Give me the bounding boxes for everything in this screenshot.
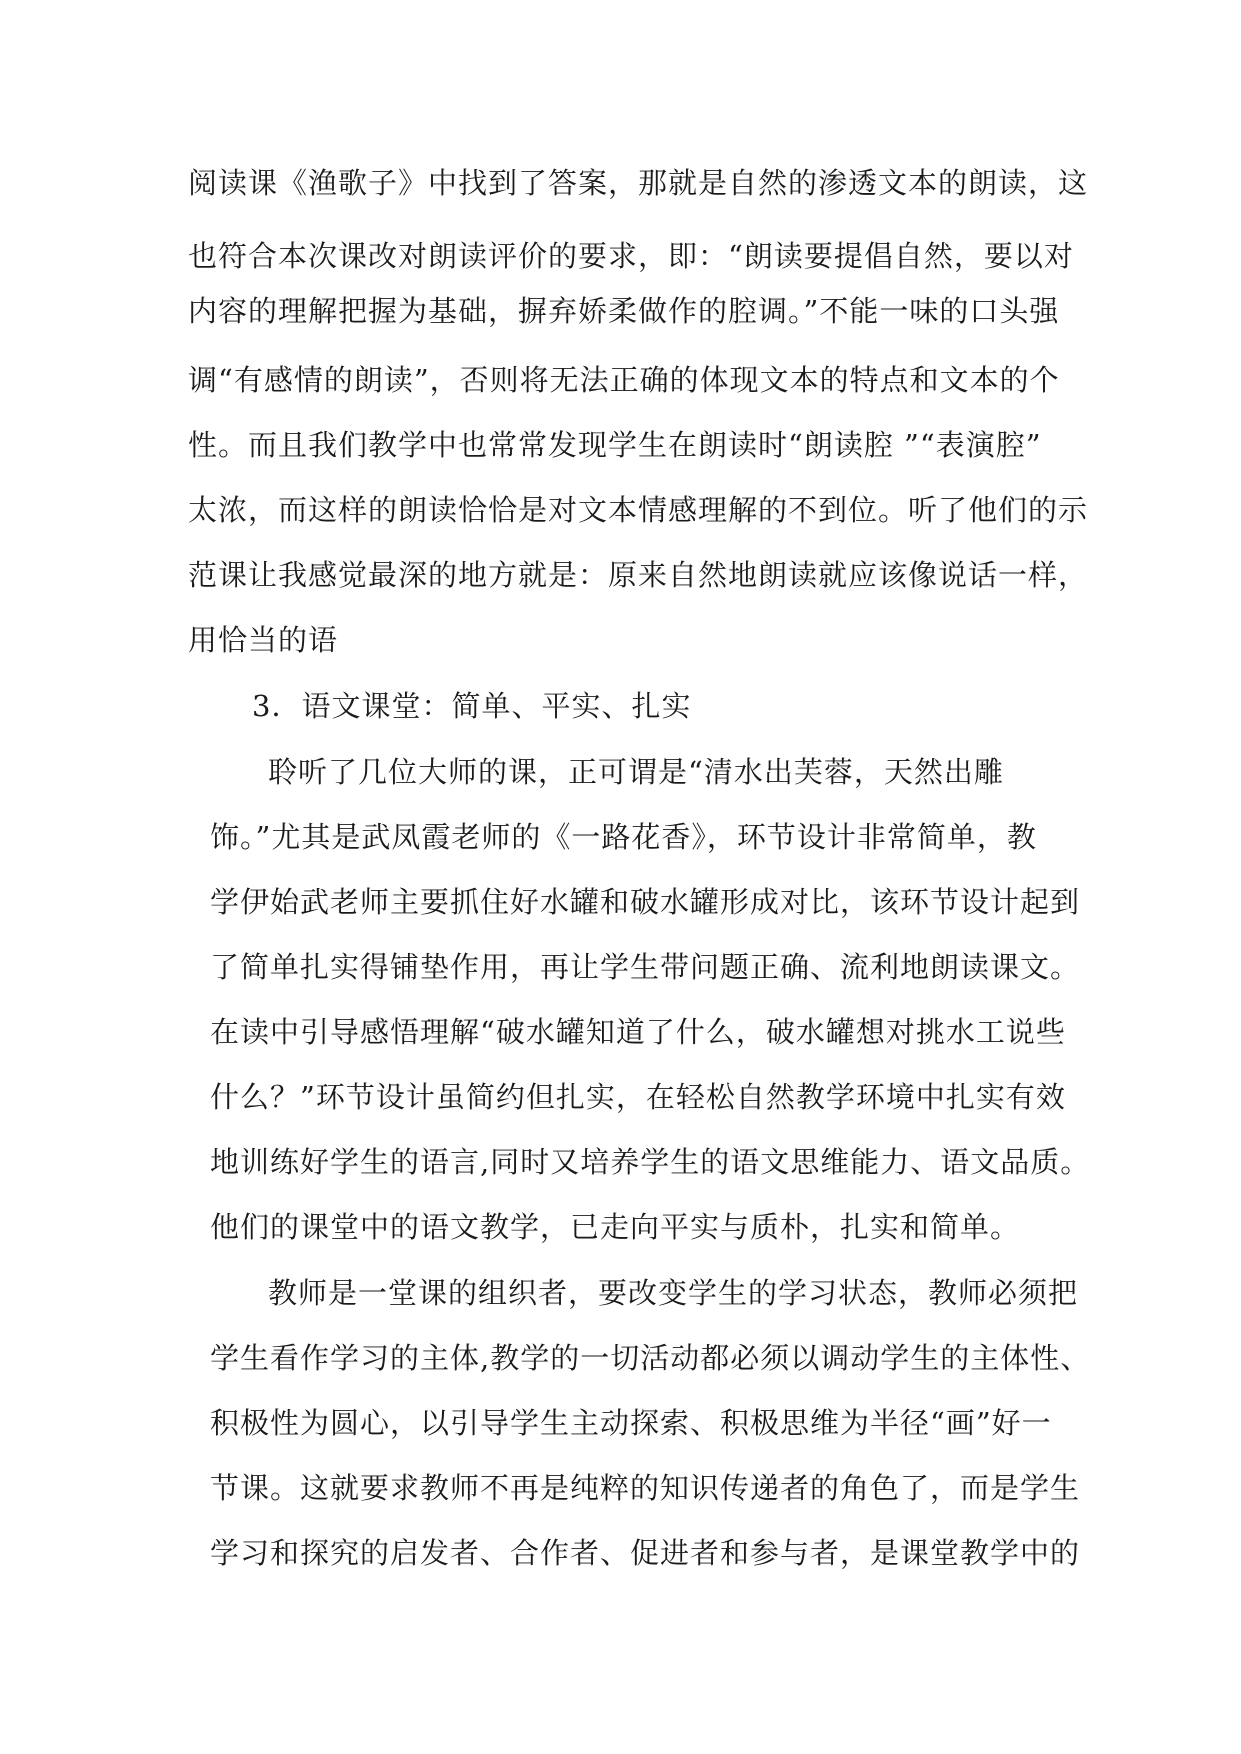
text-line: 了简单扎实得铺垫作用，再让学生带问题正确、流利地朗读课文。 xyxy=(210,950,1081,984)
text-line: 聆听了几位大师的课，正可谓是“清水出芙蓉，天然出雕 xyxy=(268,755,1004,789)
text-line: 地训练好学生的语言,同时又培养学生的语文思维能力、语文品质。 xyxy=(210,1145,1091,1179)
text-line: 饰。”尤其是武凤霞老师的《一路花香》，环节设计非常简单，教 xyxy=(210,820,1037,854)
text-line: 学习和探究的启发者、合作者、促进者和参与者，是课堂教学中的 xyxy=(210,1536,1081,1570)
text-line: 性。而且我们教学中也常常发现学生在朗读时“朗读腔 ”“表演腔” xyxy=(188,428,1042,462)
text-line: 太浓，而这样的朗读恰恰是对文本情感理解的不到位。听了他们的示 xyxy=(188,493,1089,527)
text-line: 什么？”环节设计虽简约但扎实，在轻松自然教学环境中扎实有效 xyxy=(210,1080,1066,1114)
text-line: 节课。这就要求教师不再是纯粹的知识传递者的角色了，而是学生 xyxy=(210,1471,1081,1505)
text-line: 他们的课堂中的语文教学，已走向平实与质朴，扎实和简单。 xyxy=(210,1210,1021,1244)
text-line: 范课让我感觉最深的地方就是：原来自然地朗读就应该像说话一样， xyxy=(188,558,1089,592)
text-line: 学伊始武老师主要抓住好水罐和破水罐形成对比，该环节设计起到 xyxy=(210,885,1081,919)
text-line: 积极性为圆心，以引导学生主动探索、积极思维为半径“画”好一 xyxy=(210,1406,1052,1440)
text-line: 在读中引导感悟理解“破水罐知道了什么，破水罐想对挑水工说些 xyxy=(210,1015,1066,1049)
section-heading: 3．语文课堂：简单、平实、扎实 xyxy=(252,689,692,723)
text-line: 也符合本次课改对朗读评价的要求，即：“朗读要提倡自然，要以对 xyxy=(188,239,1074,273)
text-line: 教师是一堂课的组织者，要改变学生的学习状态，教师必须把 xyxy=(268,1276,1079,1310)
text-line: 调“有感情的朗读”，否则将无法正确的体现文本的特点和文本的个 xyxy=(188,363,1060,397)
text-line: 学生看作学习的主体,教学的一切活动都必须以调动学生的主体性、 xyxy=(210,1341,1091,1375)
text-line: 用恰当的语 xyxy=(188,623,339,657)
text-line: 内容的理解把握为基础，摒弃娇柔做作的腔调。”不能一味的口头强 xyxy=(188,294,1060,328)
text-line: 阅读课《渔歌子》中找到了答案，那就是自然的渗透文本的朗读，这 xyxy=(188,166,1089,200)
